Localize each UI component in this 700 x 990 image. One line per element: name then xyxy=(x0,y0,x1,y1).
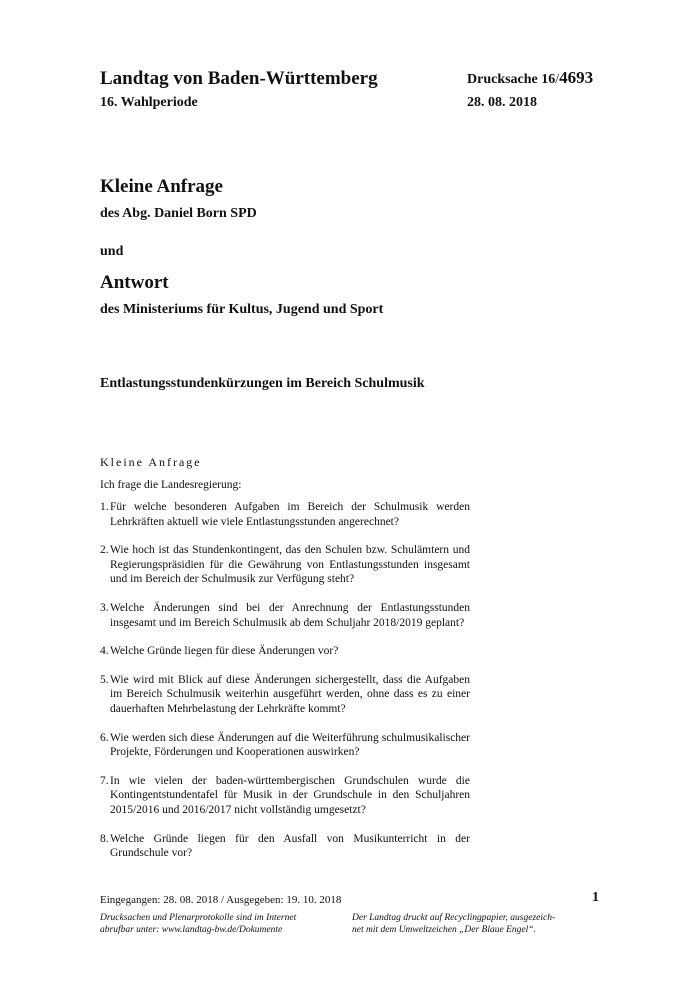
question-item xyxy=(100,644,470,659)
footer-recycling-line1: Der Landtag druckt auf Recyclingpapier, ausgezeich- xyxy=(352,913,556,923)
ministry-line: des Ministeriums für Kultus, Jugend und Sport xyxy=(100,302,384,317)
question-number: 1. xyxy=(100,501,109,513)
intro-line: Ich frage die Landesregierung: xyxy=(100,479,242,491)
document-date: 28. 08. 2018 xyxy=(467,95,537,110)
question-item xyxy=(100,731,470,760)
question-item xyxy=(100,601,470,630)
question-text: Wie werden sich diese Änderungen auf die Weiterführung schulmusikalischer Projekte, Förderungen und Kooperationen auswirken? xyxy=(110,731,470,759)
question-item xyxy=(100,500,470,529)
footer-internet-line1: Drucksachen und Plenarprotokolle sind im Internet xyxy=(100,913,297,923)
question-number: 7. xyxy=(100,774,109,787)
footer-recycling-line2: net mit dem Umweltzeichen „Der Blaue Engel“. xyxy=(352,924,536,935)
question-text: Für welche besonderen Aufgaben im Bereich der Schulmusik werden Lehrkräften aktuell wie viele Entlastungsstunden angerechnet? xyxy=(110,501,470,528)
footer-internet-line2: abrufbar unter: www.landtag-bw.de/Dokumente xyxy=(100,924,283,935)
section-label: Kleine Anfrage xyxy=(100,455,202,469)
document-number xyxy=(467,68,593,88)
footer-recycling-note xyxy=(352,913,555,936)
question-text: Welche Änderungen sind bei der Anrechnung der Entlastungsstunden insgesamt und im Bereich Schulmusik ab dem Schuljahr 2018/2019 geplant? xyxy=(110,601,470,629)
footer-internet-note xyxy=(100,913,296,936)
question-item xyxy=(100,774,470,818)
question-text: In wie vielen der baden-württembergischen Grundschulen wurde die Kontingentstundentafel für Musik in der Grundschule in den Schuljahren 2015/2016 und 2016/2017 nicht vollständig umgesetzt? xyxy=(110,774,470,816)
author-line: des Abg. Daniel Born SPD xyxy=(100,206,257,221)
institution-name: Landtag von Baden-Württemberg xyxy=(100,68,378,89)
question-text: Welche Gründe liegen für diese Änderungen vor? xyxy=(110,645,339,658)
question-number: 5. xyxy=(100,673,109,686)
question-item xyxy=(100,673,470,717)
doc-separator: / xyxy=(555,72,560,87)
question-number: 3. xyxy=(100,601,109,614)
conjunction-und: und xyxy=(100,244,124,259)
title-antwort: Antwort xyxy=(100,272,169,293)
received-issued-dates: Eingegangen: 28. 08. 2018 / Ausgegeben: 19. 10. 2018 xyxy=(100,894,342,906)
question-item xyxy=(100,832,470,861)
doc-number: 4693 xyxy=(559,68,594,87)
subject-title: Entlastungsstundenkürzungen im Bereich Schulmusik xyxy=(100,376,425,391)
question-number: 6. xyxy=(100,731,109,744)
question-number: 8. xyxy=(100,832,109,845)
question-item xyxy=(100,543,470,587)
question-text: Wie hoch ist das Stundenkontingent, das den Schulen bzw. Schulämtern und Regierungspräsidien für die Gewährung von Entlastungsstunden insgesamt und im Bereich der Schulmusik zur Verfügung steht? xyxy=(110,544,470,586)
question-list xyxy=(100,500,470,875)
legislative-period: 16. Wahlperiode xyxy=(100,95,198,110)
page-number: 1 xyxy=(592,890,599,905)
question-text: Welche Gründe liegen für den Ausfall von Musikunterricht in der Grundschule vor? xyxy=(110,832,470,860)
doc-label: Drucksache 16 xyxy=(467,72,556,87)
question-text: Wie wird mit Blick auf diese Änderungen sichergestellt, dass die Aufgaben im Bereich Schulmusik weiterhin ausgeführt werden, ohne dass es zu einer dauerhaften Mehrbelastung der Lehrkräfte kommt? xyxy=(110,673,470,715)
title-kleine-anfrage: Kleine Anfrage xyxy=(100,176,223,197)
question-number: 4. xyxy=(100,645,109,658)
question-number: 2. xyxy=(100,544,109,557)
